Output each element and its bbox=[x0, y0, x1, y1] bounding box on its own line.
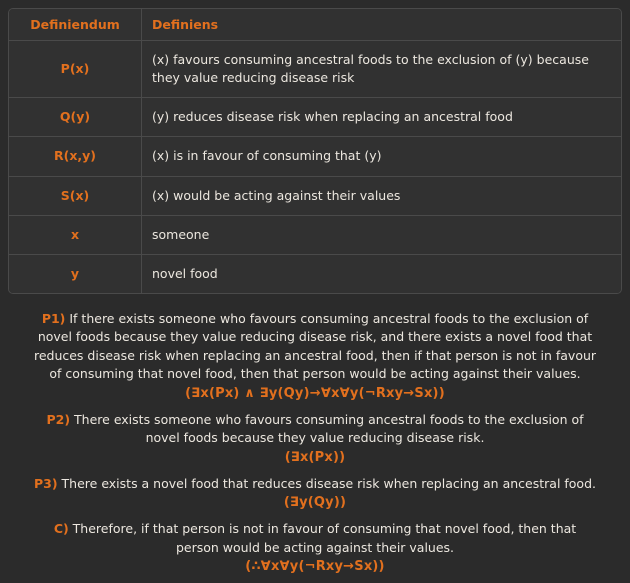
table-row bbox=[9, 176, 621, 215]
conclusion-tag: C) bbox=[53, 521, 69, 537]
table-row bbox=[9, 254, 621, 293]
definiens-text: someone bbox=[142, 215, 622, 254]
premise-1-text: If there exists someone who favours consuming ancestral foods to the exclusion of novel foods because they value reducing disease risk, and there exists a novel food that reduces disease risk when replacing an ancestral food, then if that person is not in favour of consuming that novel food, then that person would be acting against their values. bbox=[33, 310, 597, 382]
definiendum-symbol: S(x) bbox=[9, 176, 142, 215]
definiendum-symbol: y bbox=[9, 254, 142, 293]
definiens-text: (x) would be acting against their values bbox=[142, 176, 622, 215]
premise-3 bbox=[32, 475, 598, 494]
premise-2-text: There exists someone who favours consuming ancestral foods to the exclusion of novel foods because they value reducing disease risk. bbox=[70, 411, 584, 446]
conclusion-text: Therefore, if that person is not in favour of consuming that novel food, then that person would be acting against their values. bbox=[68, 521, 577, 555]
conclusion bbox=[32, 520, 598, 557]
table-row bbox=[9, 137, 621, 176]
definitions-table-container bbox=[8, 8, 622, 294]
conclusion-formula: (∴∀x∀y(¬Rxy→Sx)) bbox=[245, 559, 385, 575]
table-body bbox=[9, 41, 621, 293]
column-header-definiendum: Definiendum bbox=[9, 9, 142, 41]
definiendum-symbol: x bbox=[9, 215, 142, 254]
premise-2 bbox=[32, 411, 598, 448]
definiendum-symbol: P(x) bbox=[9, 41, 142, 98]
premise-3-tag: P3) bbox=[33, 475, 58, 491]
table-row bbox=[9, 98, 621, 137]
definiens-text: (y) reduces disease risk when replacing an ancestral food bbox=[142, 98, 622, 137]
definiendum-symbol: Q(y) bbox=[9, 98, 142, 137]
definiens-text: (x) favours consuming ancestral foods to the exclusion of (y) because they value reducing disease risk bbox=[142, 41, 622, 98]
definiens-text: (x) is in favour of consuming that (y) bbox=[142, 137, 622, 176]
premise-3-formula: (∃y(Qy)) bbox=[283, 495, 347, 511]
table-row bbox=[9, 215, 621, 254]
premise-1 bbox=[32, 310, 598, 384]
definiens-text: novel food bbox=[142, 254, 622, 293]
premise-1-formula: (∃x(Px) ∧ ∃y(Qy)→∀x∀y(¬Rxy→Sx)) bbox=[185, 385, 445, 401]
definitions-table bbox=[9, 9, 621, 293]
column-header-definiens: Definiens bbox=[142, 9, 622, 41]
table-row bbox=[9, 41, 621, 98]
definiendum-symbol: R(x,y) bbox=[9, 137, 142, 176]
premise-2-formula: (∃x(Px)) bbox=[284, 449, 346, 465]
premise-3-text: There exists a novel food that reduces disease risk when replacing an ancestral food. bbox=[57, 475, 596, 491]
argument-block bbox=[8, 310, 622, 575]
premise-2-tag: P2) bbox=[46, 411, 71, 427]
table-header-row bbox=[9, 9, 621, 41]
table-header bbox=[9, 9, 621, 41]
premise-1-tag: P1) bbox=[41, 310, 66, 326]
